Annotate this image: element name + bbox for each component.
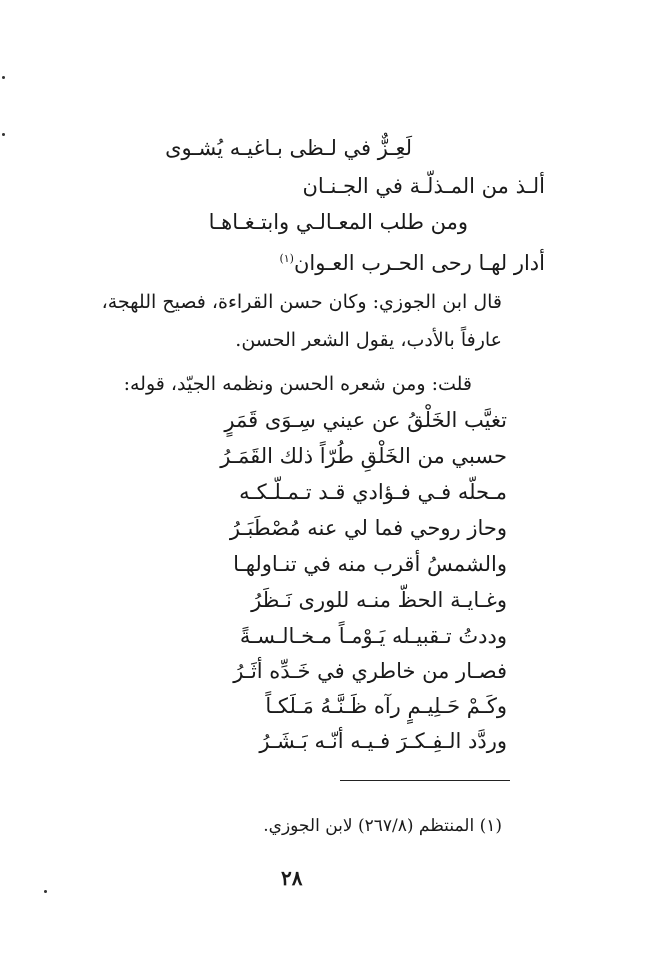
poem2-line-1: تغيَّب الخَلْقُ عن عيني سِـوَى قَمَرٍ: [224, 408, 507, 432]
poem2-line-5: والشمسُ أقرب منه في تنـاولهـا: [233, 552, 507, 576]
poem2-line-8: فصـار من خاطري في خَـدِّه أثَـرُ: [233, 659, 507, 683]
margin-speck: [2, 133, 5, 136]
poem2-line-6: وغـايـة الحظّ منـه للورى نَـظَرُ: [251, 588, 507, 612]
poem1-line-4: أدار لهـا رحى الحـرب العـوان$^{(١)}$: [279, 251, 545, 275]
prose-line-2: عارفاً بالأدب، يقول الشعر الحسن.: [235, 329, 502, 351]
prose-line-1: قال ابن الجوزي: وكان حسن القراءة، فصيح اللهجة،: [101, 291, 502, 313]
footnote-reference: (١): [279, 252, 294, 265]
page-number: ٢٨: [281, 866, 303, 890]
margin-speck: [2, 76, 5, 79]
poem2-line-10: وردَّد الـفِـكـرَ فـيـه أنّـه بَـشَـرُ: [259, 729, 507, 753]
poem2-line-9: وكَـمْ حَـلِيـمٍ رآه ظَـنَّـهُ مَـلَكـاً: [265, 694, 507, 718]
footnote-separator: [340, 780, 510, 781]
footnote-text: (١) المنتظم (٢٦٧/٨) لابن الجوزي.: [263, 816, 502, 836]
poem2-line-3: مـحلّه فـي فـؤادي قـد تـمـلّـكـه: [239, 480, 507, 504]
intro-line: قلت: ومن شعره الحسن ونظمه الجيّد، قوله:: [123, 373, 472, 395]
poem1-line-2: ألـذ من المـذلّـة في الجـنـان: [302, 174, 545, 198]
poem1-line-3: ومن طلب المعـالـي وابتـغـاهـا: [208, 210, 468, 234]
poem1-line-1: لَعِـزٌّ في لـظى بـاغيـه يُشـوى: [165, 136, 412, 160]
poem2-line-4: وحاز روحي فما لي عنه مُصْطَبَـرُ: [229, 516, 507, 540]
poem2-line-7: وددتُ تـقبيـله يَـوْمـاً مـخـالـسـةً: [239, 624, 507, 648]
poem2-line-2: حسبي من الخَلْقِ طُرّاً ذلك القَمَـرُ: [220, 444, 507, 468]
margin-speck: [44, 890, 47, 893]
